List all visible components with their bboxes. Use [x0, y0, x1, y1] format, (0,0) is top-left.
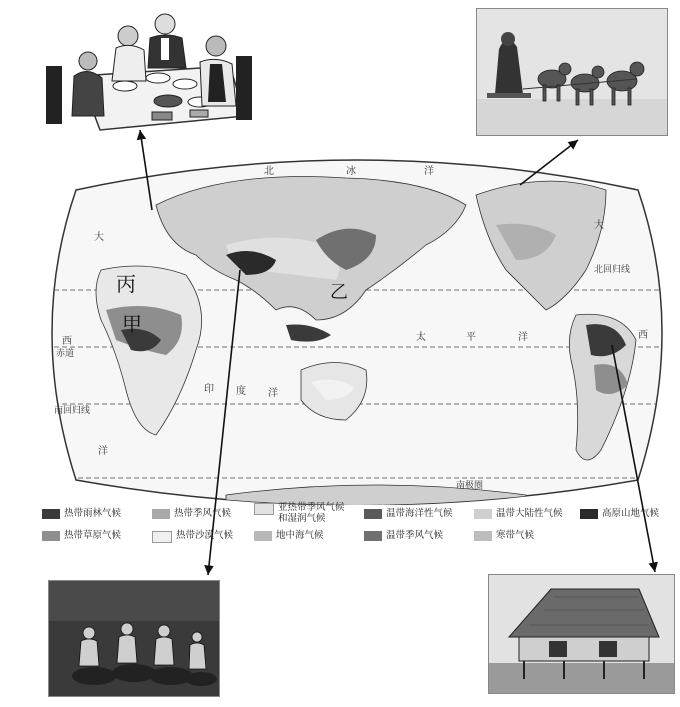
label-indian-1: 印	[204, 384, 214, 395]
legend-label: 温带大陆性气候	[496, 508, 563, 519]
label-atlantic-w-3: 洋	[98, 446, 108, 457]
label-pacific-2: 平	[466, 332, 476, 343]
legend-label: 热带草原气候	[64, 530, 122, 541]
legend-swatch	[254, 531, 272, 541]
legend-swatch	[580, 509, 598, 519]
label-antarctic-circle: 南极圈	[456, 481, 484, 491]
legend-label: 地中海气候	[276, 530, 324, 541]
legend-item	[254, 530, 324, 541]
legend-swatch	[152, 509, 170, 519]
label-arctic-1: 北	[264, 166, 274, 177]
legend-label: 热带季风气候	[174, 508, 232, 519]
marker-yi: 乙	[330, 282, 348, 303]
legend-swatch	[364, 509, 382, 519]
label-pacific-3: 洋	[518, 332, 528, 343]
legend-swatch	[474, 531, 492, 541]
label-atlantic-e-1: 大	[594, 220, 604, 231]
legend-label: 寒带气候	[496, 530, 535, 541]
legend-item	[474, 530, 534, 541]
legend-item	[474, 508, 563, 519]
legend-swatch	[42, 531, 60, 541]
legend-swatch	[364, 531, 382, 541]
marker-jia: 甲	[122, 312, 142, 336]
label-equator: 赤道	[56, 349, 75, 359]
label-tropic-south: 南回归线	[54, 406, 91, 416]
legend-label: 温带季风气候	[386, 530, 444, 541]
label-indian-2: 度	[236, 386, 246, 397]
label-tropic-north: 北回归线	[594, 265, 631, 275]
legend-item	[364, 530, 443, 541]
label-atlantic-w-1: 大	[94, 232, 104, 243]
label-pacific-1: 太	[416, 332, 426, 343]
label-arctic-3: 洋	[424, 166, 434, 177]
arrow-to-dining	[140, 130, 152, 210]
legend-label: 热带沙漠气候	[176, 530, 234, 541]
label-arctic-2: 冰	[346, 166, 356, 177]
marker-bing: 丙	[116, 272, 136, 296]
legend-swatch	[474, 509, 492, 519]
legend-item	[152, 530, 233, 543]
legend-item	[42, 530, 121, 541]
legend-label: 热带雨林气候	[64, 508, 122, 519]
legend-item	[580, 508, 659, 519]
legend-item	[254, 502, 345, 524]
legend-swatch	[254, 503, 274, 515]
legend-item	[364, 508, 453, 519]
legend-item	[152, 508, 231, 519]
legend-label: 高原山地气候	[602, 508, 660, 519]
arrow-to-sled	[520, 140, 578, 185]
label-atlantic-e-2: 西	[638, 330, 648, 341]
legend-swatch	[42, 509, 60, 519]
photo-horse-riders	[48, 580, 220, 697]
photo-stilt-hut	[488, 574, 675, 694]
legend-swatch	[152, 531, 172, 543]
climate-legend	[42, 502, 672, 546]
label-indian-3: 洋	[268, 388, 278, 399]
legend-item	[42, 508, 121, 519]
legend-label: 亚热带季风气候 和湿润气候	[278, 502, 345, 524]
legend-label: 温带海洋性气候	[386, 508, 453, 519]
label-atlantic-w-2: 西	[62, 336, 72, 347]
